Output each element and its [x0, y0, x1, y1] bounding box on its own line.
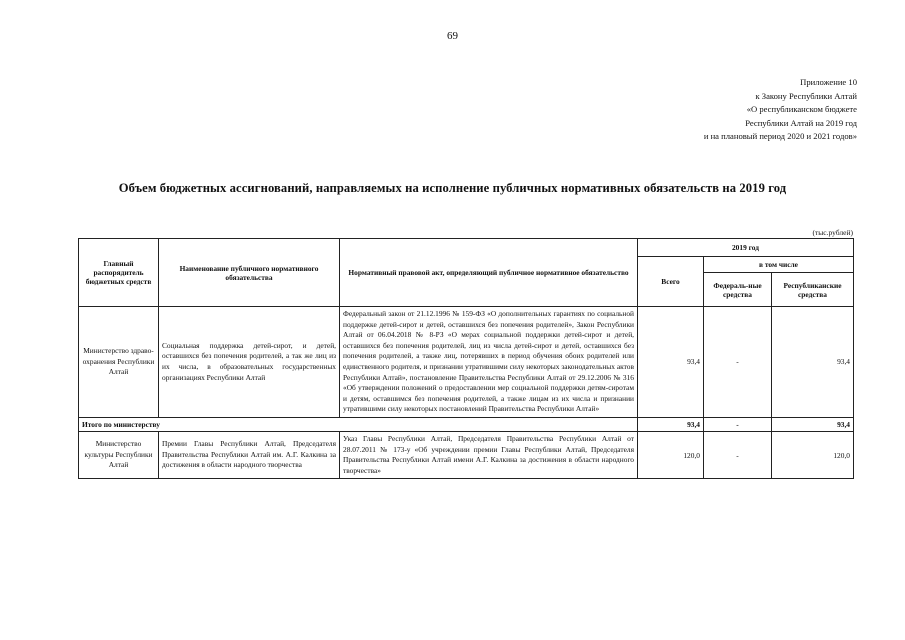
cell-act: Указ Главы Республики Алтай, Председателя Правительства Республики Алтай от 28.07.2011 № 173-у «Об учреждении премии Главы Республики Алтай, Председателя Правительства Республики Алтай имени А.Г. Калкина за достижения в области народного творчества» — [340, 431, 638, 478]
header-obligation: Наименование публичного нормативного обязательства — [159, 239, 340, 307]
page-number: 69 — [447, 30, 458, 42]
header-federal: Федераль-ные средства — [704, 273, 772, 307]
cell-republic: 120,0 — [772, 431, 854, 478]
cell-act: Федеральный закон от 21.12.1996 № 159-ФЗ «О дополнительных гарантиях по социальной поддержке детей-сирот и детей, оставшихся без попечения родителей», Закон Республики Алтай от 06.04.2018 № 8-РЗ «О мерах социальной поддержки детей-сирот и детей, оставшихся без попечения родителей, лиц из числа детей-сирот и детей, оставшихся без попечения родителей, а также лиц, потерявших в период обучения обоих родителей или единственного родителя, и признании утратившими силу некоторых законодательных актов Республики Алтай», постановление Правительства Республики Алтай от 29.12.2006 № 316 «Об утверждении положений о предоставлении мер социальной поддержки детям-сиротам и детям, оставшимся без попечения родителей, а также лицам из их числа и признании утратившими силу некоторых постановлений Правительства Республики Алтай» — [340, 307, 638, 418]
cell-manager: Министерство здраво-охранения Республики Алтай — [79, 307, 159, 418]
appendix-line: Республики Алтай на 2019 год — [745, 117, 857, 128]
subtotal-label: Итого по министерству — [79, 417, 638, 431]
appendix-line: «О республиканском бюджете — [746, 104, 857, 114]
appendix-line: Приложение 10 — [800, 77, 857, 87]
document-title: Объем бюджетных ассигнований, направляемых на исполнение публичных нормативных обязательств на 2019 год — [118, 181, 787, 195]
appendix-line: к Закону Республики Алтай — [755, 90, 857, 101]
header-manager: Главный распорядитель бюджетных средств — [79, 239, 159, 307]
subtotal-federal: - — [704, 417, 772, 431]
cell-republic: 93,4 — [772, 307, 854, 418]
obligations-table — [78, 238, 854, 479]
cell-total: 120,0 — [638, 431, 704, 478]
cell-manager: Министерство культуры Республики Алтай — [79, 431, 159, 478]
table-row — [79, 431, 854, 478]
cell-federal: - — [704, 431, 772, 478]
subtotal-republic: 93,4 — [772, 417, 854, 431]
header-year: 2019 год — [638, 239, 854, 257]
subtotal-total: 93,4 — [638, 417, 704, 431]
table-row — [79, 307, 854, 418]
appendix-note — [637, 76, 857, 144]
appendix-line: и на плановый период 2020 и 2021 годов» — [703, 131, 857, 141]
cell-obligation: Социальная поддержка детей-сирот, и детей, оставшихся без попечения родителей, а так же лиц из их числа, в образовательных государственных организациях Республики Алтай — [159, 307, 340, 418]
subtotal-row — [79, 417, 854, 431]
cell-obligation: Премии Главы Республики Алтай, Председателя Правительства Республики Алтай им. А.Г. Калкина за достижения в области народного творчества — [159, 431, 340, 478]
cell-federal: - — [704, 307, 772, 418]
units-note: (тыс.рублей) — [812, 228, 853, 237]
header-total: Всего — [638, 257, 704, 307]
header-republic: Республиканские средства — [772, 273, 854, 307]
cell-total: 93,4 — [638, 307, 704, 418]
header-including: в том числе — [704, 257, 854, 273]
header-act: Нормативный правовой акт, определяющий публичное нормативное обязательство — [340, 239, 638, 307]
